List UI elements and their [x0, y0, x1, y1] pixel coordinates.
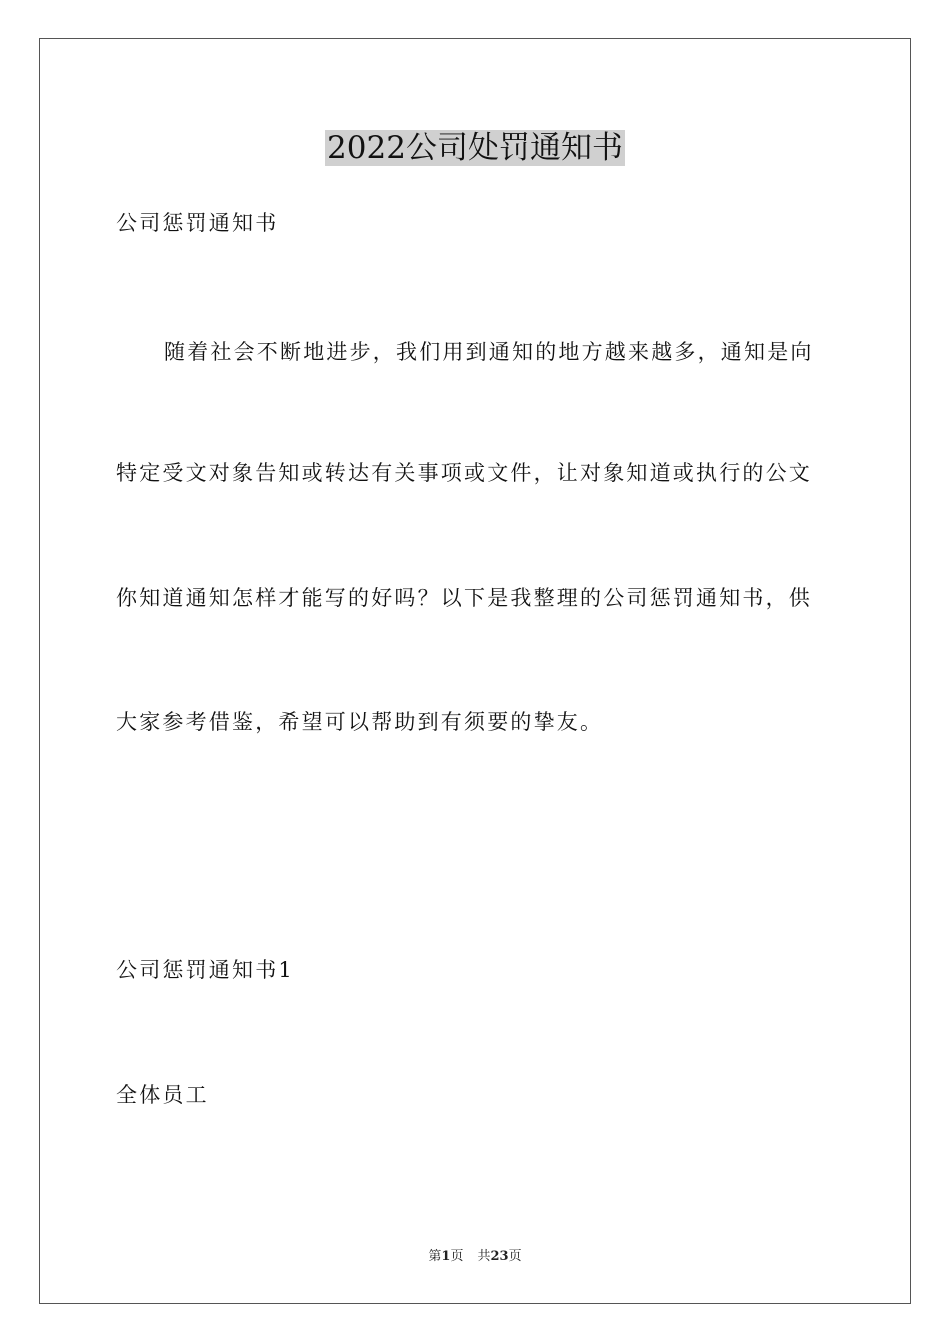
document-title-text: 2022公司处罚通知书: [327, 130, 623, 166]
section-heading: 公司惩罚通知书1: [116, 958, 294, 982]
footer-total-pages: 23: [490, 1249, 509, 1264]
footer-total-prefix: 共: [477, 1249, 491, 1264]
footer-page-prefix: 第: [428, 1249, 442, 1264]
document-title: [0, 126, 950, 170]
addressee: 全体员工: [116, 1083, 209, 1107]
footer-page-suffix: 页: [450, 1249, 464, 1264]
intro-line-2: 特定受文对象告知或转达有关事项或文件，让对象知道或执行的公文: [116, 461, 812, 485]
footer-total-suffix: 页: [508, 1249, 522, 1264]
intro-line-4: 大家参考借鉴，希望可以帮助到有须要的挚友。: [116, 710, 604, 734]
intro-line-1: 随着社会不断地进步，我们用到通知的地方越来越多，通知是向: [164, 340, 814, 364]
intro-line-3: 你知道通知怎样才能写的好吗？以下是我整理的公司惩罚通知书，供: [116, 586, 812, 610]
document-subtitle: 公司惩罚通知书: [116, 211, 279, 235]
footer-page-number: 1: [441, 1249, 451, 1264]
page-footer: [0, 1248, 950, 1266]
